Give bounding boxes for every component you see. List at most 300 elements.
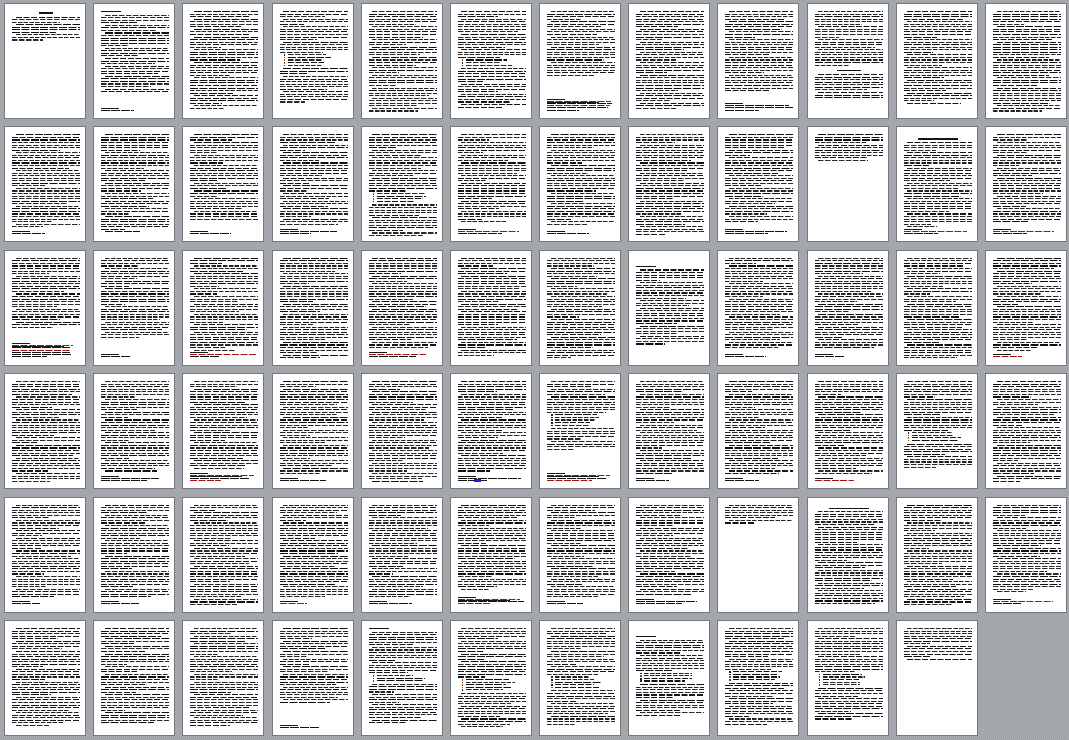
text-line <box>280 357 321 358</box>
page-thumbnail[interactable] <box>182 250 264 366</box>
text-line <box>636 178 704 179</box>
text-line <box>283 304 348 305</box>
page-thumbnail[interactable] <box>896 373 978 489</box>
text-line <box>640 300 705 301</box>
page-thumbnail[interactable] <box>896 620 978 736</box>
text-line <box>369 548 437 549</box>
text-line <box>636 707 704 708</box>
text-line <box>369 329 437 330</box>
text-line <box>551 165 616 166</box>
page-thumbnail[interactable] <box>4 373 86 489</box>
text-line <box>904 558 972 559</box>
text-line <box>547 404 615 405</box>
text-line <box>815 654 860 655</box>
page-thumbnail[interactable] <box>4 620 86 736</box>
page-thumbnail[interactable] <box>4 497 86 613</box>
text-line <box>725 701 793 702</box>
list-item-line <box>288 62 324 63</box>
text-line <box>458 306 526 307</box>
text-line <box>636 275 704 276</box>
text-line <box>725 422 793 423</box>
text-line <box>190 568 258 569</box>
page-thumbnail[interactable] <box>539 250 621 366</box>
text-line <box>458 322 526 323</box>
text-line <box>551 568 616 569</box>
text-line <box>904 556 972 557</box>
page-thumbnail[interactable] <box>628 497 710 613</box>
text-line <box>640 505 705 506</box>
text-line <box>101 198 153 199</box>
list-item-line <box>733 671 782 672</box>
list-item-line <box>466 679 509 680</box>
page-thumbnail[interactable] <box>450 126 532 242</box>
text-line <box>904 404 972 405</box>
text-line <box>190 311 239 312</box>
text-line <box>190 515 258 516</box>
page-thumbnail[interactable] <box>450 373 532 489</box>
text-line <box>547 54 615 55</box>
text-line <box>815 291 871 292</box>
page-thumbnail[interactable] <box>361 620 443 736</box>
text-line <box>372 276 437 277</box>
text-line <box>904 535 972 536</box>
text-line <box>547 391 615 392</box>
page-thumbnail[interactable] <box>807 497 889 613</box>
text-line <box>283 556 348 557</box>
text-line <box>369 155 422 156</box>
text-line <box>101 561 169 562</box>
text-line <box>12 596 54 597</box>
page-thumbnail[interactable] <box>361 250 443 366</box>
text-line <box>993 72 1061 73</box>
page-thumbnail[interactable] <box>450 3 532 119</box>
text-line <box>12 162 80 163</box>
text-line <box>636 180 684 181</box>
page-thumbnail[interactable] <box>628 373 710 489</box>
text-line <box>280 319 348 320</box>
text-line <box>369 533 437 534</box>
text-line <box>904 467 936 468</box>
text-line <box>815 547 883 548</box>
text-line <box>725 276 793 277</box>
text-line <box>101 530 169 531</box>
text-line <box>12 389 80 390</box>
page-thumbnail[interactable] <box>450 250 532 366</box>
text-line <box>190 147 258 148</box>
text-line <box>904 561 972 562</box>
text-line <box>190 278 258 279</box>
text-line <box>815 147 883 148</box>
text-line <box>636 333 678 334</box>
page-thumbnail[interactable] <box>361 373 443 489</box>
text-line <box>372 98 437 99</box>
text-line <box>904 219 972 220</box>
page-thumbnail[interactable] <box>807 126 889 242</box>
text-line <box>461 11 526 12</box>
text-line <box>815 519 883 520</box>
page-thumbnail[interactable] <box>93 126 175 242</box>
page-thumbnail[interactable] <box>628 3 710 119</box>
text-line <box>101 329 162 330</box>
text-line <box>640 450 705 451</box>
text-line <box>993 520 1061 521</box>
text-line <box>815 718 853 719</box>
text-line <box>190 70 258 71</box>
text-line <box>551 381 616 382</box>
text-line <box>725 507 793 508</box>
text-line <box>547 344 615 345</box>
text-line <box>101 717 169 718</box>
page-thumbnail[interactable] <box>985 3 1067 119</box>
page-thumbnail[interactable] <box>272 497 354 613</box>
text-line <box>907 190 972 191</box>
text-line <box>280 656 308 657</box>
text-line <box>369 507 437 508</box>
text-line <box>280 692 348 693</box>
page-thumbnail[interactable] <box>93 3 175 119</box>
text-line <box>369 394 437 395</box>
text-line <box>904 515 972 516</box>
text-line <box>369 427 437 428</box>
page-thumbnail[interactable] <box>628 620 710 736</box>
text-line <box>993 108 1061 109</box>
text-line <box>725 427 764 428</box>
text-line <box>993 80 1061 81</box>
page-thumbnail[interactable] <box>361 3 443 119</box>
text-line <box>194 105 259 106</box>
page-thumbnail[interactable] <box>985 126 1067 242</box>
text-line <box>461 142 526 143</box>
text-line <box>458 296 526 297</box>
text-line <box>280 584 335 585</box>
page-thumbnail[interactable] <box>717 126 799 242</box>
text-line <box>547 208 615 209</box>
text-line <box>725 296 763 297</box>
text-line <box>904 386 972 387</box>
text-line <box>101 273 169 274</box>
page-thumbnail[interactable] <box>272 373 354 489</box>
page-thumbnail[interactable] <box>807 3 889 119</box>
text-line <box>101 229 125 230</box>
text-line <box>904 520 942 521</box>
text-line <box>12 676 80 677</box>
text-line <box>190 319 258 320</box>
list-item-line <box>466 684 506 685</box>
text-line <box>190 399 258 400</box>
text-line <box>993 24 1024 25</box>
footnote-line <box>101 603 139 604</box>
page-thumbnail[interactable] <box>896 497 978 613</box>
page-thumbnail[interactable] <box>361 497 443 613</box>
text-line <box>904 352 972 353</box>
text-line <box>904 188 958 189</box>
page-thumbnail[interactable] <box>539 497 621 613</box>
text-line <box>458 288 519 289</box>
text-line <box>815 552 883 553</box>
text-line <box>280 311 320 312</box>
text-line <box>12 316 80 317</box>
text-line <box>458 716 500 717</box>
text-line <box>280 440 348 441</box>
page-thumbnail[interactable] <box>4 3 86 119</box>
text-line <box>369 100 437 101</box>
page-thumbnail[interactable] <box>182 3 264 119</box>
text-line <box>101 260 169 261</box>
text-line <box>101 430 155 431</box>
text-line <box>904 402 972 403</box>
text-line <box>190 396 258 397</box>
footnote-separator <box>815 354 833 355</box>
page-thumbnail[interactable] <box>539 373 621 489</box>
text-line <box>369 644 414 645</box>
page-thumbnail[interactable] <box>539 3 621 119</box>
text-line <box>815 394 841 395</box>
text-line <box>904 162 972 163</box>
page-thumbnail[interactable] <box>272 126 354 242</box>
text-line <box>904 530 935 531</box>
text-line <box>904 394 972 395</box>
page-thumbnail[interactable] <box>182 620 264 736</box>
text-line <box>904 265 963 266</box>
text-line <box>105 258 170 259</box>
page-thumbnail[interactable] <box>182 497 264 613</box>
page-thumbnail[interactable] <box>93 373 175 489</box>
text-line <box>458 465 526 466</box>
text-line <box>190 386 237 387</box>
page-thumbnail[interactable] <box>985 250 1067 366</box>
text-line <box>12 571 80 572</box>
text-line <box>458 384 526 385</box>
text-line <box>993 422 1061 423</box>
page-thumbnail[interactable] <box>4 250 86 366</box>
text-line <box>993 435 1061 436</box>
text-line <box>993 206 1026 207</box>
text-line <box>636 535 673 536</box>
text-line <box>369 573 393 574</box>
text-line <box>636 584 704 585</box>
text-line <box>997 324 1062 325</box>
page-thumbnail[interactable] <box>628 126 710 242</box>
page-thumbnail[interactable] <box>539 126 621 242</box>
text-line <box>636 49 683 50</box>
text-line <box>729 188 794 189</box>
text-line <box>907 522 972 523</box>
text-line <box>101 211 169 212</box>
selected-link-highlight[interactable] <box>474 479 481 481</box>
text-line <box>280 211 348 212</box>
text-line <box>280 432 348 433</box>
page-thumbnail[interactable] <box>807 373 889 489</box>
text-line <box>12 391 80 392</box>
page-thumbnail[interactable] <box>182 373 264 489</box>
page-thumbnail[interactable] <box>361 126 443 242</box>
text-line <box>904 47 972 48</box>
text-line <box>190 573 258 574</box>
text-line <box>818 583 883 584</box>
text-line <box>283 314 348 315</box>
text-line <box>818 11 883 12</box>
text-line <box>547 271 615 272</box>
text-line <box>458 260 526 261</box>
text-line <box>993 525 1061 526</box>
text-line <box>369 162 437 163</box>
text-line <box>547 433 615 434</box>
page-thumbnail[interactable] <box>896 3 978 119</box>
page-thumbnail[interactable] <box>717 373 799 489</box>
text-line <box>283 286 348 287</box>
page-thumbnail[interactable] <box>4 126 86 242</box>
text-line <box>105 76 170 77</box>
text-line <box>190 16 249 17</box>
text-line <box>993 288 1061 289</box>
page-thumbnail[interactable] <box>807 620 889 736</box>
text-line <box>725 404 793 405</box>
text-line <box>458 701 526 702</box>
text-line <box>993 57 1049 58</box>
text-line <box>12 594 80 595</box>
text-line <box>101 319 159 320</box>
text-line <box>101 545 169 546</box>
list-marker <box>373 196 375 198</box>
text-line <box>16 224 81 225</box>
footnote-line <box>190 233 230 234</box>
text-line <box>190 162 222 163</box>
text-line <box>16 170 81 171</box>
text-line <box>993 95 1061 96</box>
text-line <box>190 42 258 43</box>
page-thumbnail[interactable] <box>93 497 175 613</box>
page-thumbnail[interactable] <box>985 373 1067 489</box>
text-line <box>101 73 158 74</box>
text-line <box>458 703 511 704</box>
text-line <box>636 576 704 577</box>
text-line <box>190 669 258 670</box>
page-thumbnail[interactable] <box>93 250 175 366</box>
text-line <box>904 193 972 194</box>
text-line <box>369 384 437 385</box>
text-line <box>993 19 1061 20</box>
text-line <box>636 540 704 541</box>
text-line <box>12 201 80 202</box>
text-line <box>461 350 526 351</box>
page-thumbnail[interactable] <box>717 497 799 613</box>
text-line <box>101 334 169 335</box>
page-thumbnail[interactable] <box>628 250 710 366</box>
text-line <box>190 322 223 323</box>
page-thumbnail[interactable] <box>717 250 799 366</box>
text-line <box>904 82 972 83</box>
text-line <box>547 436 615 437</box>
text-line <box>547 528 582 529</box>
page-thumbnail[interactable] <box>539 620 621 736</box>
text-line <box>12 450 80 451</box>
text-line <box>369 510 437 511</box>
text-line <box>458 633 526 634</box>
text-line <box>190 276 258 277</box>
text-line <box>194 29 259 30</box>
text-line <box>818 381 883 382</box>
page-thumbnail[interactable] <box>182 126 264 242</box>
text-line <box>190 347 225 348</box>
text-line <box>547 438 582 439</box>
page-thumbnail[interactable] <box>717 3 799 119</box>
text-line <box>369 93 437 94</box>
text-line <box>725 329 773 330</box>
page-thumbnail[interactable] <box>896 250 978 366</box>
page-thumbnail[interactable] <box>450 620 532 736</box>
page-thumbnail[interactable] <box>896 126 978 242</box>
text-line <box>904 656 930 657</box>
page-thumbnail[interactable] <box>717 620 799 736</box>
text-line <box>904 85 972 86</box>
text-line <box>280 412 348 413</box>
page-thumbnail[interactable] <box>450 497 532 613</box>
list-marker <box>551 679 553 681</box>
text-line <box>372 258 437 259</box>
text-line <box>194 190 259 191</box>
text-line <box>547 446 615 447</box>
page-thumbnail[interactable] <box>985 497 1067 613</box>
text-line <box>283 134 348 135</box>
text-line <box>369 180 437 181</box>
text-line <box>904 90 946 91</box>
text-line <box>190 633 231 634</box>
text-line <box>369 139 437 140</box>
text-line <box>904 543 972 544</box>
text-line <box>815 661 883 662</box>
text-line <box>461 628 526 629</box>
text-line <box>993 183 1061 184</box>
footnote-line <box>369 356 416 357</box>
text-line <box>993 54 1061 55</box>
text-line <box>904 173 972 174</box>
text-line <box>369 637 437 638</box>
text-line <box>12 22 60 23</box>
page-thumbnail[interactable] <box>272 250 354 366</box>
text-line <box>636 80 704 81</box>
text-line <box>190 648 258 649</box>
text-line <box>640 684 705 685</box>
text-line <box>547 157 615 158</box>
text-line <box>194 599 259 600</box>
text-line <box>369 334 437 335</box>
text-line <box>904 29 972 30</box>
text-line <box>815 567 866 568</box>
text-line <box>372 576 437 577</box>
text-line <box>280 281 348 282</box>
text-line <box>369 417 437 418</box>
text-line <box>280 155 348 156</box>
list-item-line <box>555 425 590 426</box>
text-line <box>997 196 1062 197</box>
text-line <box>369 225 437 226</box>
text-line <box>725 638 785 639</box>
text-line <box>190 219 258 220</box>
page-thumbnail[interactable] <box>272 3 354 119</box>
page-thumbnail[interactable] <box>807 250 889 366</box>
text-line <box>458 515 526 516</box>
text-line <box>815 342 883 343</box>
text-line <box>904 311 972 312</box>
text-line <box>818 39 883 40</box>
text-line <box>458 198 492 199</box>
text-line <box>636 155 704 156</box>
text-line <box>815 402 883 403</box>
text-line <box>547 286 577 287</box>
footnote-line <box>725 105 789 106</box>
page-thumbnail[interactable] <box>272 620 354 736</box>
page-thumbnail[interactable] <box>93 620 175 736</box>
